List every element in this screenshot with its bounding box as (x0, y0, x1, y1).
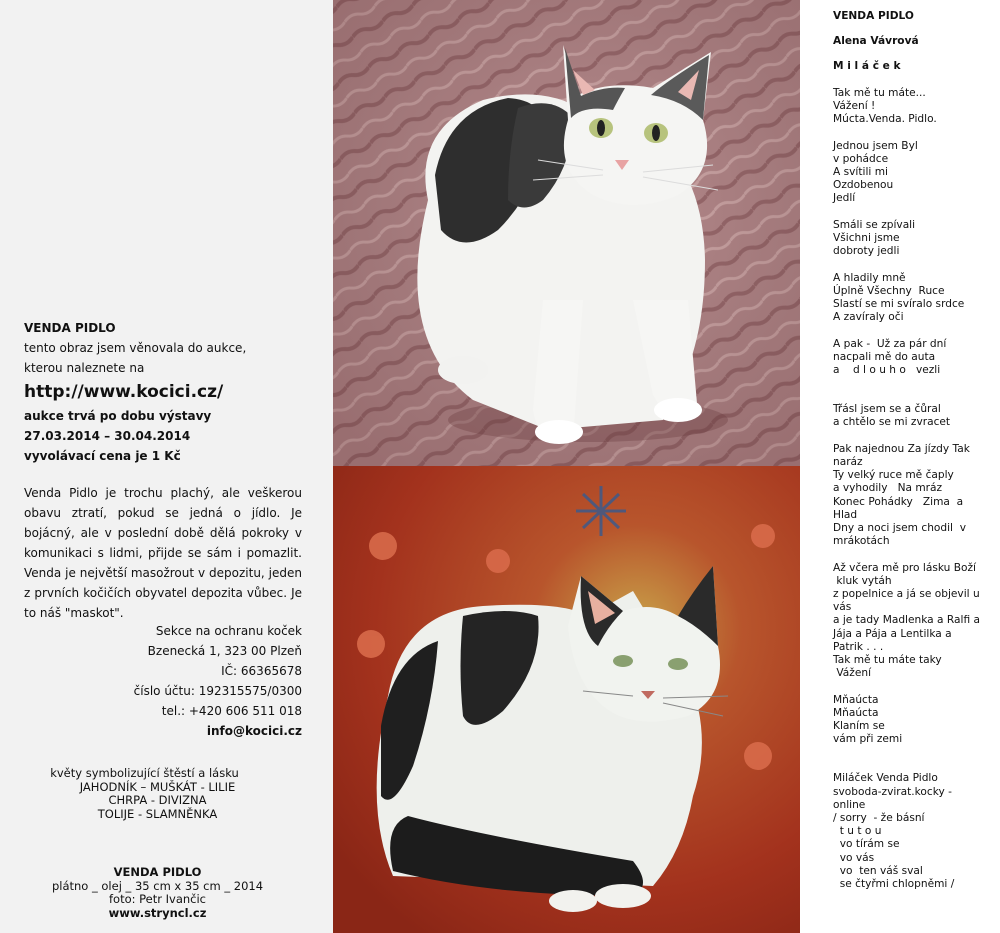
contact-block (24, 621, 302, 741)
poem-author: Alena Vávrová (833, 35, 919, 48)
poem-line: Miláček Venda Pidlo (833, 772, 938, 785)
poem-stanza (833, 140, 993, 206)
poem-heading: M i l á č e k (833, 60, 901, 73)
auction-dates: 27.03.2014 – 30.04.2014 (24, 429, 191, 443)
poem-line: dobroty jedli (833, 245, 900, 258)
poem-line: vám při zemi (833, 733, 903, 746)
poem-stanza (833, 443, 993, 549)
painting-credit (0, 866, 315, 920)
poem-line: Až včera mě pro lásku Boží (833, 561, 976, 574)
poem-line: Mňaúcta (833, 693, 879, 706)
poem-line: Jednou jsem Byl (833, 139, 918, 152)
cat-painting-icon (333, 466, 800, 933)
poem-line: Pak najednou Za jízdy Tak (833, 442, 970, 455)
auction-duration: aukce trvá po dobu výstavy (24, 409, 212, 423)
poem-line: Dny a noci jsem chodil v (833, 522, 967, 535)
poem-line: Vážení (833, 667, 872, 680)
contact-email: info@kocici.cz (206, 724, 302, 738)
poem-line: vo ten váš sval (833, 864, 923, 877)
poem-line: t u t o u (833, 825, 882, 838)
poem-line: Tak mě tu máte... (833, 86, 926, 99)
poem-line: a je tady Madlenka a Ralfi a (833, 614, 980, 627)
starting-price: vyvolávací cena je 1 Kč (24, 449, 181, 463)
contact-phone: tel.: +420 606 511 018 (161, 704, 302, 718)
poem-line: Ozdobenou (833, 179, 894, 192)
poem-line: vás (833, 601, 852, 614)
intro-line-2: kterou naleznete na (24, 361, 145, 375)
poem-line: kluk vytáh (833, 574, 892, 587)
poem-line: z popelnice a já se objevil u (833, 588, 980, 601)
contact-ic: IČ: 66365678 (221, 664, 302, 678)
poem-stanzas (833, 87, 993, 891)
poem-line: A svítili mi (833, 166, 888, 178)
poem-line: Jája a Pája a Lentilka a (833, 627, 952, 640)
poem-line: vo vás (833, 851, 875, 864)
poem-line: A zavíraly oči (833, 311, 904, 324)
poem-line: Slastí se mi svíralo srdce (833, 298, 965, 310)
poem-line: A hladily mně (833, 271, 906, 284)
contact-account: číslo účtu: 192315575/0300 (133, 684, 302, 698)
poem-line: v pohádce (833, 152, 889, 165)
poem-line: Múcta.Venda. Pidlo. (833, 113, 937, 126)
flowers-caption (0, 767, 315, 821)
poem-stanza (833, 338, 993, 378)
intro-title: VENDA PIDLO (24, 321, 116, 335)
info-column (0, 0, 333, 933)
credit-site: www.stryncl.cz (108, 905, 207, 920)
cat-photo-icon (333, 0, 800, 466)
poem-line: a chtělo se mi zvracet (833, 416, 951, 429)
cat-description: Venda Pidlo je trochu plachý, ale veškerou obavu ztratí, pokud se jedná o jídlo. Je bojácný, ale v poslední době dělá pokroky v komunikaci s lidmi, přijde se sám i pomazlit. Venda je největší masožrout v depozitu, jeden z prvních kočičích obyvatel depozita vůbec. Je to náš "maskot". (24, 486, 302, 620)
image-column (333, 0, 800, 933)
poem-line: Smáli se zpívali (833, 218, 916, 231)
flowers-line-2: JAHODNÍK – MUŠKÁT - LILIE (79, 779, 236, 794)
poem-line: svoboda-zvirat.kocky - (833, 785, 952, 798)
poem-line: Úplně Všechny Ruce (833, 284, 945, 297)
poem-line: Hlad (833, 508, 858, 521)
flowers-line-3: CHRPA - DIVIZNA (108, 793, 207, 807)
poem-line: / sorry - že básní (833, 812, 925, 825)
poem-line: Konec Pohádky Zima a (833, 495, 964, 508)
poem-line: se čtyřmi chlopněmi / (833, 878, 955, 891)
poem-line: mrákotách (833, 535, 890, 548)
poem-line: a d l o u h o vezli (833, 364, 941, 376)
poem-line: naráz (833, 456, 863, 468)
poem-line: Tak mě tu máte taky (833, 654, 942, 667)
poem-line: Všichni jsme (833, 232, 900, 244)
poem-stanza (833, 562, 993, 681)
poem-column (800, 0, 1000, 933)
poem-line: Patrik . . . (833, 640, 884, 653)
flowers-line-4: TOLIJE - SLAMNĚNKA (97, 806, 218, 821)
poem-cat-name: VENDA PIDLO (833, 10, 914, 22)
poem-line: Třásl jsem se a čůral (833, 403, 941, 416)
poem-stanza (833, 772, 993, 891)
contact-address: Bzenecká 1, 323 00 Plzeň (147, 644, 302, 658)
poem-stanza (833, 87, 993, 127)
auction-info (24, 318, 304, 466)
poem (833, 10, 993, 891)
credit-title: VENDA PIDLO (113, 865, 202, 879)
poem-stanza (833, 272, 993, 325)
intro-line-1: tento obraz jsem věnovala do aukce, (24, 341, 247, 355)
poem-line: online (833, 798, 866, 811)
poem-line: a vyhodily Na mráz (833, 482, 943, 495)
poem-line: nacpali mě do auta (833, 350, 936, 363)
poem-line: Ty velký ruce mě čaply (833, 469, 954, 482)
contact-org: Sekce na ochranu koček (155, 624, 302, 638)
poem-line: Jedlí (833, 192, 856, 205)
poem-line: Mňaúcta (833, 706, 879, 719)
poem-line: A pak - Už za pár dní (833, 337, 947, 350)
credit-medium: plátno _ olej _ 35 cm x 35 cm _ 2014 (51, 878, 264, 893)
poem-stanza (833, 403, 993, 429)
auction-url: http://www.kocici.cz/ (24, 382, 224, 402)
poem-line: Klaním se (833, 720, 885, 733)
poem-stanza (833, 219, 993, 259)
poem-line: vo tírám se (833, 838, 900, 851)
poem-line: Vážení ! (833, 100, 876, 112)
poem-stanza (833, 694, 993, 747)
flowers-line-1: květy symbolizující štěstí a lásku (50, 766, 239, 780)
credit-photo: foto: Petr Ivančic (108, 892, 207, 906)
